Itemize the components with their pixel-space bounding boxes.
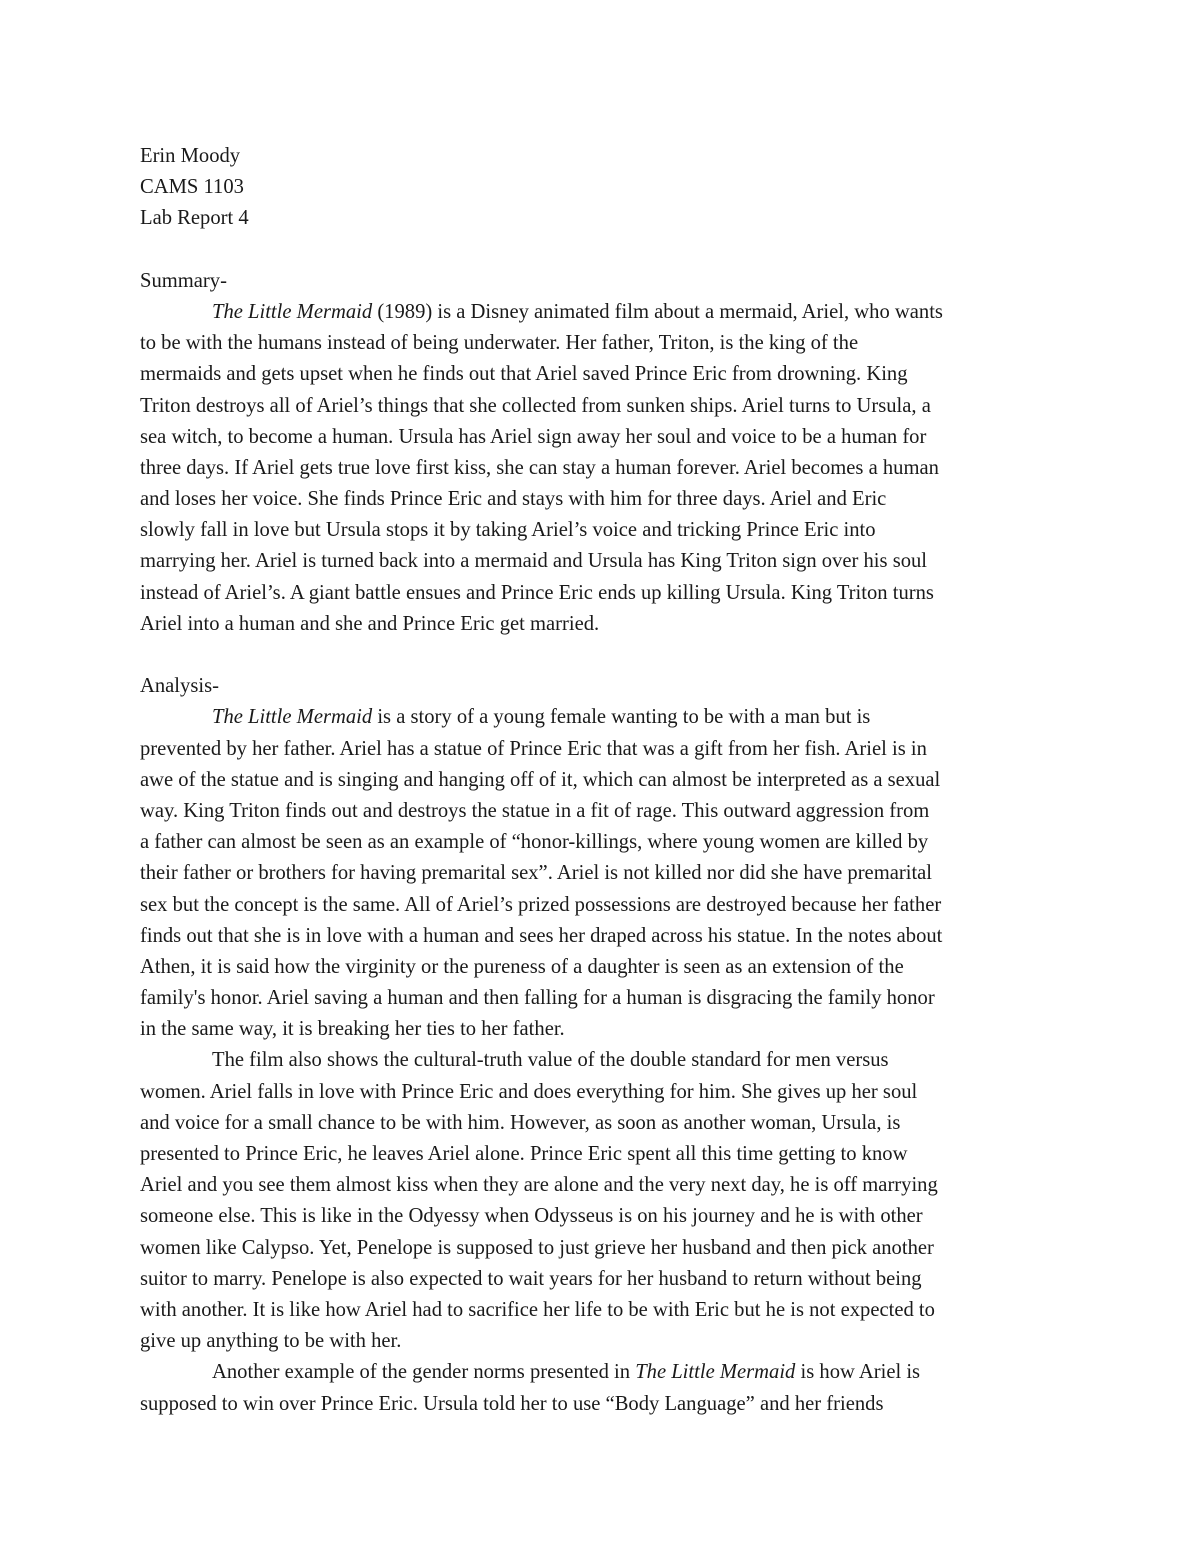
analysis-heading: Analysis- <box>140 675 219 698</box>
document-body <box>140 141 1060 1420</box>
text-line <box>140 1357 1060 1388</box>
text-line <box>140 796 1060 827</box>
text-line <box>140 1045 1060 1076</box>
summary-heading: Summary- <box>140 269 227 292</box>
text-segment: way. King Triton finds out and destroys the statue in a fit of rage. This outward aggression from <box>140 799 930 822</box>
text-line <box>140 890 1060 921</box>
text-line <box>140 1139 1060 1170</box>
text-line <box>140 983 1060 1014</box>
text-line <box>140 422 1060 453</box>
text-line <box>140 1077 1060 1108</box>
text-line <box>140 546 1060 577</box>
text-segment: Athen, it is said how the virginity or the pureness of a daughter is seen as an extension of the <box>140 955 904 978</box>
course-code: CAMS 1103 <box>140 176 244 199</box>
text-line <box>140 1170 1060 1201</box>
text-segment: women like Calypso. Yet, Penelope is supposed to just grieve her husband and then pick another <box>140 1236 934 1259</box>
text-line <box>140 1201 1060 1232</box>
text-line <box>140 858 1060 889</box>
text-segment: The film also shows the cultural-truth value of the double standard for men versus <box>212 1049 889 1072</box>
text-line <box>140 1264 1060 1295</box>
summary-paragraph <box>140 297 1060 640</box>
assignment-title: Lab Report 4 <box>140 207 249 230</box>
text-line <box>140 952 1060 983</box>
text-segment: with another. It is like how Ariel had to sacrifice her life to be with Eric but he is not expected to <box>140 1298 935 1321</box>
italic-title-text: The Little Mermaid <box>212 300 373 323</box>
text-segment: in the same way, it is breaking her ties to her father. <box>140 1018 565 1041</box>
text-segment: sea witch, to become a human. Ursula has Ariel sign away her soul and voice to be a human for <box>140 425 927 448</box>
text-segment: is how Ariel is <box>795 1361 921 1384</box>
text-line <box>140 1295 1060 1326</box>
text-segment: Triton destroys all of Ariel’s things that she collected from sunken ships. Ariel turns to Ursula, a <box>140 394 931 417</box>
text-segment: is a story of a young female wanting to be with a man but is <box>372 706 871 729</box>
text-segment: Ariel and you see them almost kiss when they are alone and the very next day, he is off marrying <box>140 1174 938 1197</box>
text-line <box>140 1233 1060 1264</box>
text-line <box>140 359 1060 390</box>
spacer <box>140 640 1060 671</box>
text-segment: finds out that she is in love with a human and sees her draped across his statue. In the notes about <box>140 924 943 947</box>
text-segment: Another example of the gender norms presented in <box>212 1361 636 1384</box>
text-segment: prevented by her father. Ariel has a statue of Prince Eric that was a gift from her fish. Ariel is in <box>140 737 927 760</box>
text-line <box>140 702 1060 733</box>
text-line <box>140 734 1060 765</box>
text-line <box>140 578 1060 609</box>
text-line <box>140 515 1060 546</box>
text-segment: slowly fall in love but Ursula stops it by taking Ariel’s voice and tricking Prince Eric into <box>140 519 876 542</box>
text-line <box>140 1389 1060 1420</box>
text-line <box>140 765 1060 796</box>
author-name: Erin Moody <box>140 145 241 167</box>
text-line <box>140 328 1060 359</box>
text-line <box>140 827 1060 858</box>
text-segment: mermaids and gets upset when he finds out that Ariel saved Prince Eric from drowning. King <box>140 363 908 386</box>
text-line <box>140 1326 1060 1357</box>
text-line <box>140 921 1060 952</box>
text-segment: (1989) is a Disney animated film about a mermaid, Ariel, who wants <box>372 300 943 323</box>
analysis-paragraph-2 <box>140 1045 1060 1357</box>
italic-title-text: The Little Mermaid <box>212 706 373 729</box>
text-segment: presented to Prince Eric, he leaves Ariel alone. Prince Eric spent all this time getting to know <box>140 1143 908 1165</box>
text-segment: give up anything to be with her. <box>140 1330 402 1353</box>
text-segment: instead of Ariel’s. A giant battle ensues and Prince Eric ends up killing Ursula. King Triton turns <box>140 581 934 604</box>
text-segment: sex but the concept is the same. All of Ariel’s prized possessions are destroyed because her father <box>140 893 942 916</box>
text-segment: to be with the humans instead of being underwater. Her father, Triton, is the king of the <box>140 332 859 355</box>
text-line <box>140 453 1060 484</box>
text-segment: Ariel into a human and she and Prince Eric get married. <box>140 612 600 635</box>
text-segment: and voice for a small chance to be with him. However, as soon as another woman, Ursula, is <box>140 1111 901 1134</box>
text-line <box>140 1108 1060 1139</box>
text-segment: someone else. This is like in the Odyessy when Odysseus is on his journey and he is with other <box>140 1205 923 1228</box>
italic-title-text: The Little Mermaid <box>635 1361 796 1384</box>
analysis-paragraph-1 <box>140 702 1060 1045</box>
text-segment: three days. If Ariel gets true love first kiss, she can stay a human forever. Ariel becomes a human <box>140 456 939 479</box>
text-segment: suitor to marry. Penelope is also expected to wait years for her husband to return without being <box>140 1267 922 1290</box>
text-segment: women. Ariel falls in love with Prince Eric and does everything for him. She gives up her soul <box>140 1080 918 1103</box>
text-segment: a father can almost be seen as an example of “honor-killings, where young women are killed by <box>140 831 929 854</box>
text-segment: supposed to win over Prince Eric. Ursula told her to use “Body Language” and her friends <box>140 1392 884 1415</box>
spacer <box>140 235 1060 266</box>
text-line <box>140 391 1060 422</box>
text-segment: and loses her voice. She finds Prince Eric and stays with him for three days. Ariel and Eric <box>140 488 887 511</box>
text-line <box>140 484 1060 515</box>
analysis-paragraph-3 <box>140 1357 1060 1419</box>
text-line <box>140 297 1060 328</box>
text-segment: their father or brothers for having premarital sex”. Ariel is not killed nor did she have premarital <box>140 862 933 885</box>
text-segment: awe of the statue and is singing and hanging off of it, which can almost be interpreted as a sexual <box>140 768 941 791</box>
text-line <box>140 609 1060 640</box>
text-line <box>140 1014 1060 1045</box>
text-segment: marrying her. Ariel is turned back into a mermaid and Ursula has King Triton sign over his soul <box>140 550 928 573</box>
text-segment: family's honor. Ariel saving a human and then falling for a human is disgracing the family honor <box>140 987 935 1010</box>
